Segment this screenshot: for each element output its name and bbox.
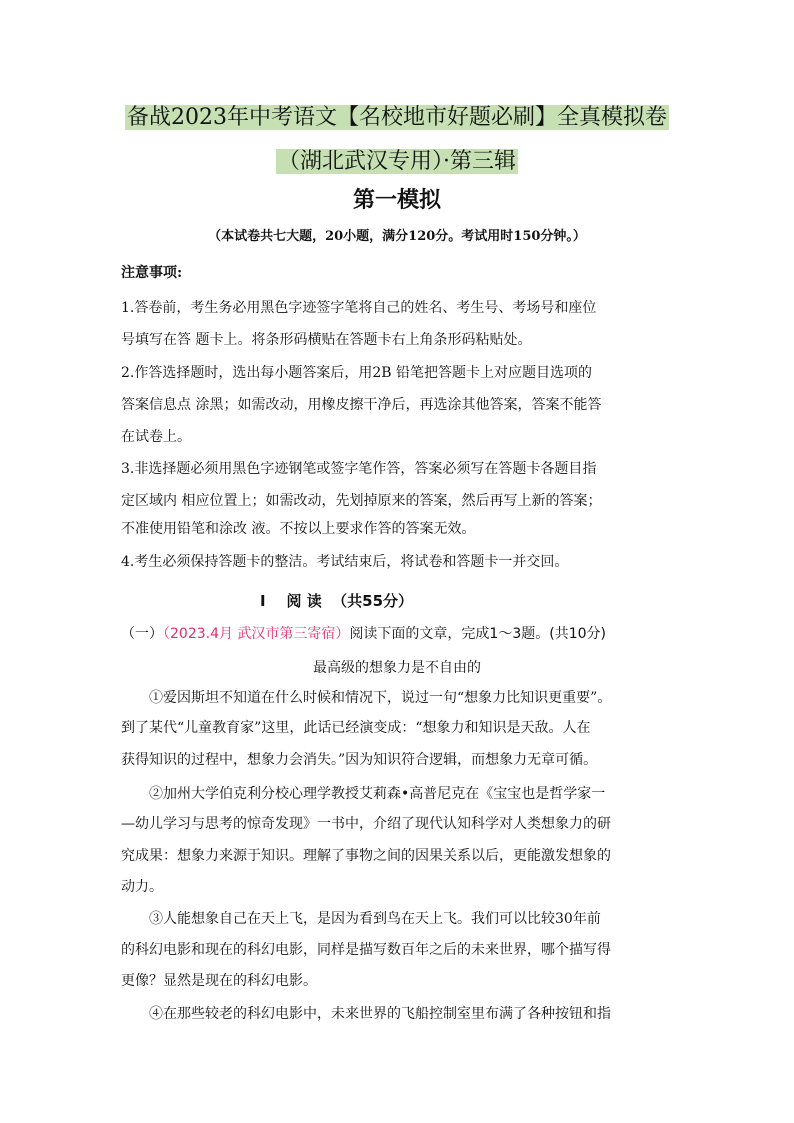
notice-line: 号填写在答 题卡上。将条形码横贴在答题卡右上角条形码粘贴处。 <box>121 332 532 348</box>
question-source: （2023.4月 武汉市第三寄宿） <box>163 626 350 642</box>
article-line: 更像？显然是现在的科幻电影。 <box>121 973 317 989</box>
notice-line: 答案信息点 涂黑；如需改动，用橡皮擦干净后，再选涂其他答案，答案不能答 <box>121 397 602 413</box>
title-line-2 <box>0 145 794 179</box>
title-line-1 <box>0 101 794 135</box>
article-line: 到了某代“儿童教育家”这里，此话已经演变成：“想象力和知识是天敌。人在 <box>121 720 591 736</box>
article-line: 究成果：想象力来源于知识。理解了事物之间的因果关系以后，更能激发想象的 <box>121 848 611 864</box>
question-text: 阅读下面的文章，完成1～3题。(共10分) <box>349 626 606 642</box>
article-line: ④在那些较老的科幻电影中，未来世界的飞船控制室里布满了各种按钮和指 <box>149 1006 611 1022</box>
notice-line: 4.考生必须保持答题卡的整洁。考试结束后，将试卷和答题卡一并交回。 <box>121 554 569 570</box>
title-line-2-text: （湖北武汉专用）·第三辑 <box>278 149 516 174</box>
article-line: 获得知识的过程中，想象力会消失。”因为知识符合逻辑，而想象力无章可循。 <box>121 752 598 768</box>
article-line: 的科幻电影和现在的科幻电影，同样是描写数百年之后的未来世界，哪个描写得 <box>121 942 611 958</box>
article-title: 最高级的想象力是不自由的 <box>313 660 481 676</box>
section-heading: I 阅 读 （共55分） <box>260 592 414 610</box>
exam-info: （本试卷共七大题，20小题，满分120分。考试用时150分钟。） <box>208 229 586 244</box>
notice-line: 在试卷上。 <box>121 429 191 445</box>
notice-line: 定区域内 相应位置上；如需改动，先划掉原来的答案，然后再写上新的答案； <box>121 493 602 509</box>
title-line-1-text: 备战2023年中考语文【名校地市好题必刷】全真模拟卷 <box>127 105 667 130</box>
notice-line: 2.作答选择题时，选出每小题答案后，用2B 铅笔把答题卡上对应题目选项的 <box>121 365 593 381</box>
page-subtitle: 第一模拟 <box>352 188 441 213</box>
question-prefix: （一） <box>121 626 163 642</box>
notice-line: 1.答卷前，考生务必用黑色字迹签字笔将自己的姓名、考生号、考场号和座位 <box>121 300 597 316</box>
notice-line: 不准使用铅笔和涂改 液。不按以上要求作答的答案无效。 <box>121 521 476 537</box>
article-line: —幼儿学习与思考的惊奇发现》一书中，介绍了现代认知科学对人类想象力的研 <box>121 816 611 832</box>
article-line: ②加州大学伯克利分校心理学教授艾莉森•高普尼克在《宝宝也是哲学家一 <box>149 786 606 802</box>
article-line: ①爱因斯坦不知道在什么时候和情况下，说过一句“想象力比知识更重要”。 <box>149 690 612 706</box>
article-line: 动力。 <box>121 879 163 895</box>
notice-heading: 注意事项: <box>121 265 183 281</box>
notice-line: 3.非选择题必须用黑色字迹钢笔或签字笔作答，答案必须写在答题卡各题目指 <box>121 461 597 477</box>
question-instruction <box>121 623 606 645</box>
article-line: ③人能想象自己在天上飞，是因为看到鸟在天上飞。我们可以比较30年前 <box>149 911 601 927</box>
